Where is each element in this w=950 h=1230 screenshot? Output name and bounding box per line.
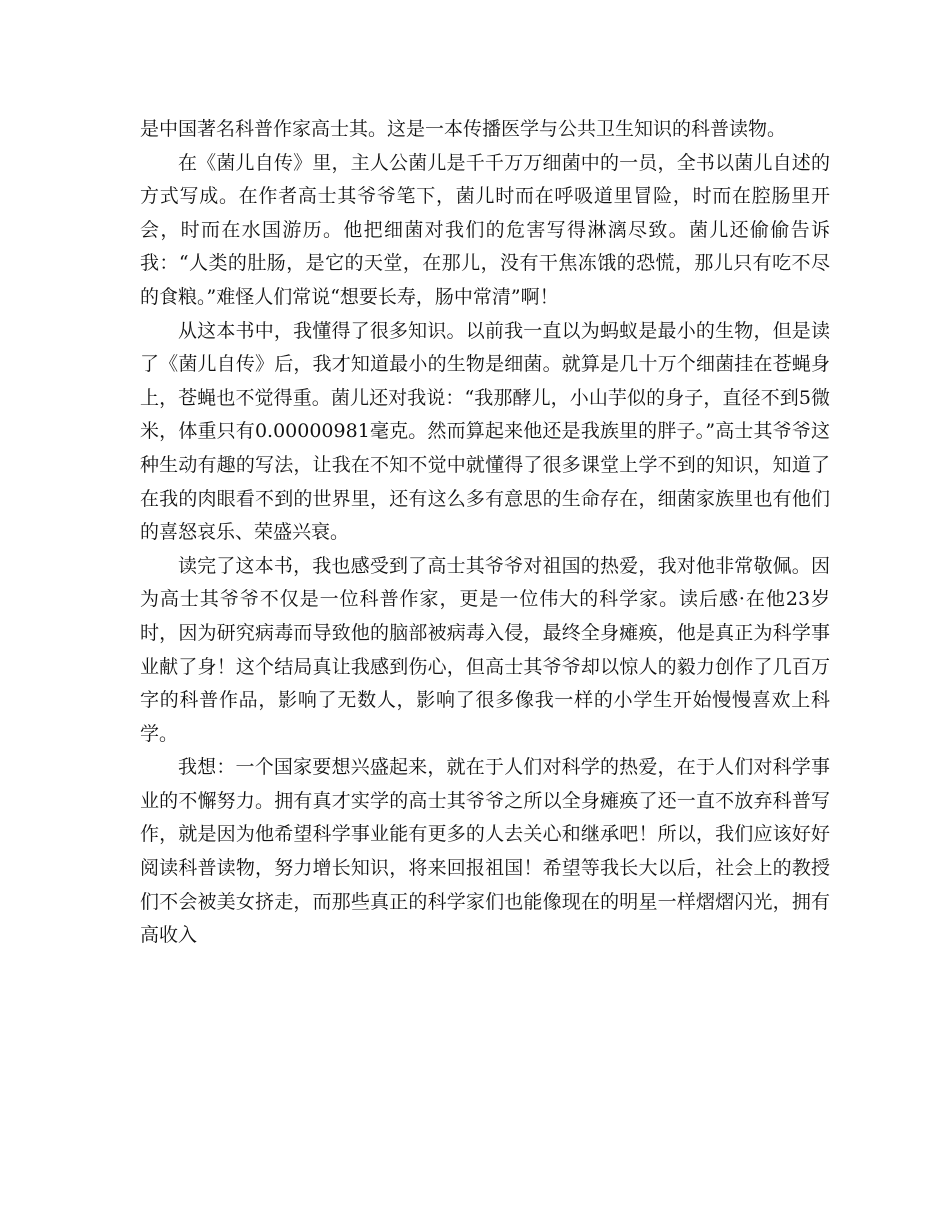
- paragraph-continuation: 是中国著名科普作家高士其。这是一本传播医学与公共卫生知识的科普读物。: [140, 118, 787, 140]
- paragraph-knowledge: 从这本书中，我懂得了很多知识。以前我一直以为蚂蚁是最小的生物，但是读了《菌儿自传》后，我才知道最小的生物是细菌。就算是几十万个细菌挂在苍蝇身上，苍蝇也不觉得重。菌儿还对我说：“我那酵儿，小山芋似的身子，直径不到5微米，体重只有0.00000981毫克。然而算起来他还是我族里的胖子。”高士其爷爷这种生动有趣的写法，让我在不知不觉中就懂得了很多课堂上学不到的知识，知道了在我的肉眼看不到的世界里，还有这么多有意思的生命存在，细菌家族里也有他们的喜怒哀乐、荣盛兴衰。: [140, 319, 830, 544]
- document-body: [140, 113, 830, 953]
- paragraph-admiration: 读完了这本书，我也感受到了高士其爷爷对祖国的热爱，我对他非常敬佩。因为高士其爷爷不仅是一位科普作家，更是一位伟大的科学家。读后感·在他23岁时，因为研究病毒而导致他的脑部被病毒入侵，最终全身瘫痪，他是真正为科学事业献了身！这个结局真让我感到伤心，但高士其爷爷却以惊人的毅力创作了几百万字的科普作品，影响了无数人，影响了很多像我一样的小学生开始慢慢喜欢上科学。: [140, 554, 830, 745]
- paragraph-junier-story: 在《菌儿自传》里，主人公菌儿是千千万万细菌中的一员，全书以菌儿自述的方式写成。在作者高士其爷爷笔下，菌儿时而在呼吸道里冒险，时而在腔肠里开会，时而在水国游历。他把细菌对我们的危害写得淋漓尽致。菌儿还偷偷告诉我：“人类的肚肠，是它的天堂，在那儿，没有干焦冻饿的恐慌，那儿只有吃不尽的食粮。”难怪人们常说“想要长寿，肠中常清”啊！: [140, 151, 830, 308]
- paragraph-reflection: 我想：一个国家要想兴盛起来，就在于人们对科学的热爱，在于人们对科学事业的不懈努力。拥有真才实学的高士其爷爷之所以全身瘫痪了还一直不放弃科普写作，就是因为他希望科学事业能有更多的人去关心和继承吧！所以，我们应该好好阅读科普读物，努力增长知识，将来回报祖国！希望等我长大以后，社会上的教授们不会被美女挤走，而那些真正的科学家们也能像现在的明星一样熠熠闪光，拥有高收入: [140, 756, 830, 947]
